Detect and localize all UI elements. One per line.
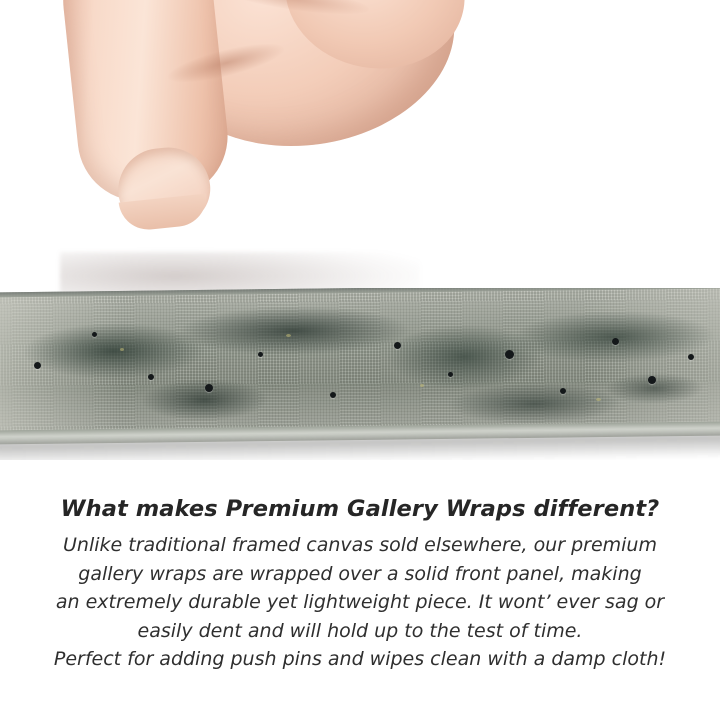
hand-photo-area bbox=[0, 0, 720, 292]
canvas-speck bbox=[92, 332, 97, 337]
canvas-speck bbox=[258, 352, 263, 357]
canvas-speck bbox=[612, 338, 619, 345]
canvas-speck bbox=[448, 372, 453, 377]
headline: What makes Premium Gallery Wraps different? bbox=[60, 496, 660, 522]
body-line: gallery wraps are wrapped over a solid front panel, making bbox=[78, 562, 642, 585]
body-copy bbox=[0, 531, 720, 674]
canvas-speck bbox=[148, 374, 154, 380]
marketing-copy bbox=[0, 496, 720, 674]
canvas-fleck bbox=[420, 384, 424, 387]
body-line: easily dent and will hold up to the test of time. bbox=[137, 619, 583, 642]
canvas-speck bbox=[505, 350, 514, 359]
canvas-edge-band bbox=[0, 288, 720, 460]
body-line: Unlike traditional framed canvas sold elsewhere, our premium bbox=[63, 534, 657, 556]
body-line: an extremely durable yet lightweight piece. It wont’ ever sag or bbox=[55, 591, 665, 613]
body-line: Perfect for adding push pins and wipes clean with a damp cloth! bbox=[53, 648, 667, 670]
canvas-speck bbox=[648, 376, 656, 384]
canvas-texture bbox=[0, 288, 720, 442]
canvas-speck bbox=[34, 362, 41, 369]
hand-shadow bbox=[60, 252, 420, 292]
hand-illustration bbox=[70, 0, 490, 292]
canvas-fleck bbox=[120, 348, 124, 351]
canvas-fleck bbox=[596, 398, 601, 401]
canvas-speck bbox=[394, 342, 401, 349]
canvas-speck bbox=[560, 388, 566, 394]
canvas-speck bbox=[330, 392, 336, 398]
canvas-speck bbox=[205, 384, 213, 392]
canvas-fleck bbox=[286, 334, 291, 337]
canvas-speck bbox=[688, 354, 694, 360]
